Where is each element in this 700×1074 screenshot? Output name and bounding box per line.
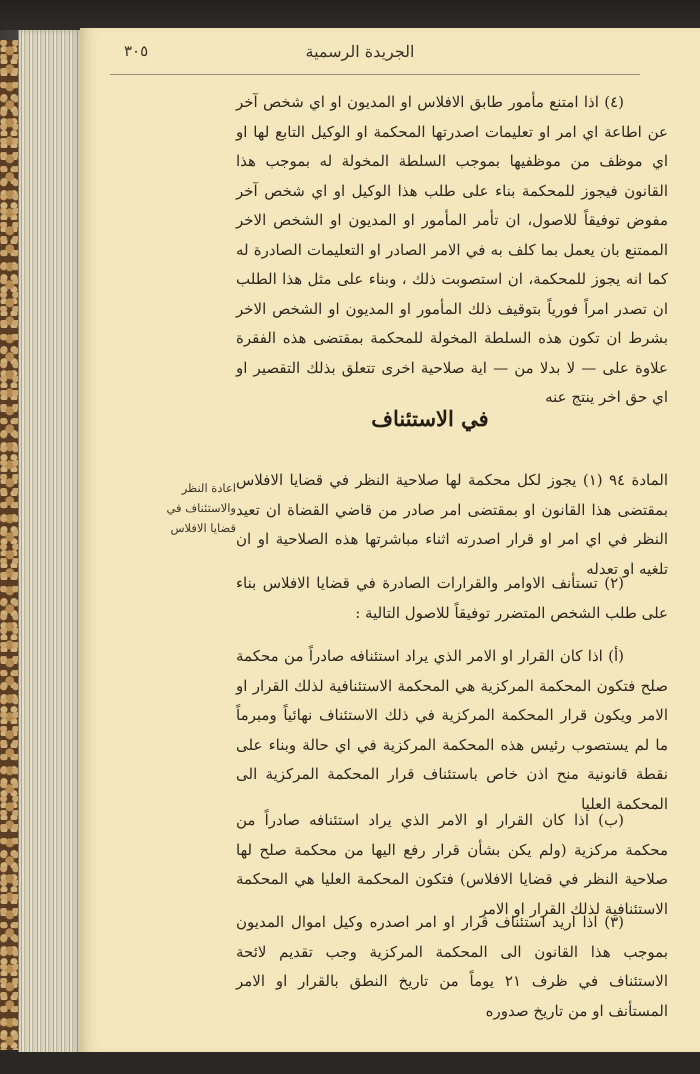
clause-3-text: (٣) اذا اريد استئناف قرار او امر اصدره وكيل اموال المديون بموجب هذا القانون الى المحكمة المركزية وجب تقديم لائحة الاستئناف في ظرف ٢١ يوماً من تاريخ النطق بالقرار او الامر المستأنف او من تاريخ صدوره	[236, 913, 668, 1020]
clause-2-block	[236, 569, 668, 628]
book-page	[80, 28, 700, 1052]
clause-4-text: (٤) اذا امتنع مأمور طابق الافلاس او المديون او اي شخص آخر عن اطاعة اي امر او تعليمات اصدرتها المحكمة او الوكيل التابع لها او اي موظف من موظفيها بموجب السلطة المخولة له بموجب هذا القانون فيجوز للمحكمة بناء على طلب هذا الوكيل او اي شخص آخر مفوض توفيقاً للاصول، ان تأمر المأمور او المديون او الشخص الاخر الممتنع بان يعمل بما كلف به في الامر الصادر او التعليمات الصادرة له كما انه يجوز للمحكمة، ان استصوبت ذلك ، وبناء على مثل هذا الطلب ان تصدر امراً فورياً بتوقيف ذلك المأمور او المديون او الشخص الاخر بشرط ان تكون هذه السلطة المخولة للمحكمة بمقتضى هذه الفقرة علاوة على — لا بدلا من — اية صلاحية اخرى تتعلق بذلك التقصير او اي حق اخر ينتج عنه	[236, 93, 668, 406]
clause-2a-block	[236, 642, 668, 819]
bottom-background	[0, 1052, 700, 1074]
article-94-text: المادة ٩٤ (١) يجوز لكل محكمة لها صلاحية النظر في قضايا الافلاس بمقتضى هذا القانون او بمقتضى امر صادر من قاضي القضاة ان تعيد النظر في اي امر او قرار اصدرته اثناء مباشرتها هذه الصلاحية او ان تلغيه او تعدله	[236, 471, 668, 578]
clause-2b-block	[236, 806, 668, 924]
section-heading: في الاستئناف	[371, 406, 489, 431]
clause-2a-text: (أ) اذا كان القرار او الامر الذي يراد استئنافه صادراً من محكمة صلح فتكون المحكمة المركزية هي المحكمة الاستئنافية لذلك القرار او الامر ويكون قرار المحكمة المركزية في ذلك الاستئناف نهائياً ومبرماً ما لم يستصوب رئيس هذه المحكمة المركزية في اي حالة وبناء على نقطة قانونية منح اذن خاص باستئناف قرار المحكمة المركزية الى المحكمة العليا	[236, 647, 668, 813]
running-head	[80, 42, 640, 66]
margin-note: اعادة النظر والاستئناف في قضايا الافلاس	[166, 481, 236, 535]
clause-4-block	[236, 88, 668, 413]
article-94-block	[236, 466, 668, 584]
clause-3-block	[236, 908, 668, 1026]
clause-2-text: (٢) تستأنف الاوامر والقرارات الصادرة في قضايا الافلاس بناء على طلب الشخص المتضرر توفيقاً للاصول التالية :	[236, 574, 668, 622]
header-rule	[110, 74, 640, 75]
page-stack-edges	[18, 30, 81, 1060]
page-number: ٣٠٥	[124, 42, 149, 60]
clause-2b-text: (ب) اذا كان القرار او الامر الذي يراد استئنافه صادراً من محكمة مركزية (ولم يكن بشأن قرار رفع اليها من محكمة صلح لها صلاحية النظر في قضايا الافلاس) فتكون المحكمة العليا هي المحكمة الاستئنافية لذلك القرار او الامر	[236, 811, 668, 918]
journal-title: الجريدة الرسمية	[305, 42, 415, 61]
top-background	[0, 0, 700, 30]
